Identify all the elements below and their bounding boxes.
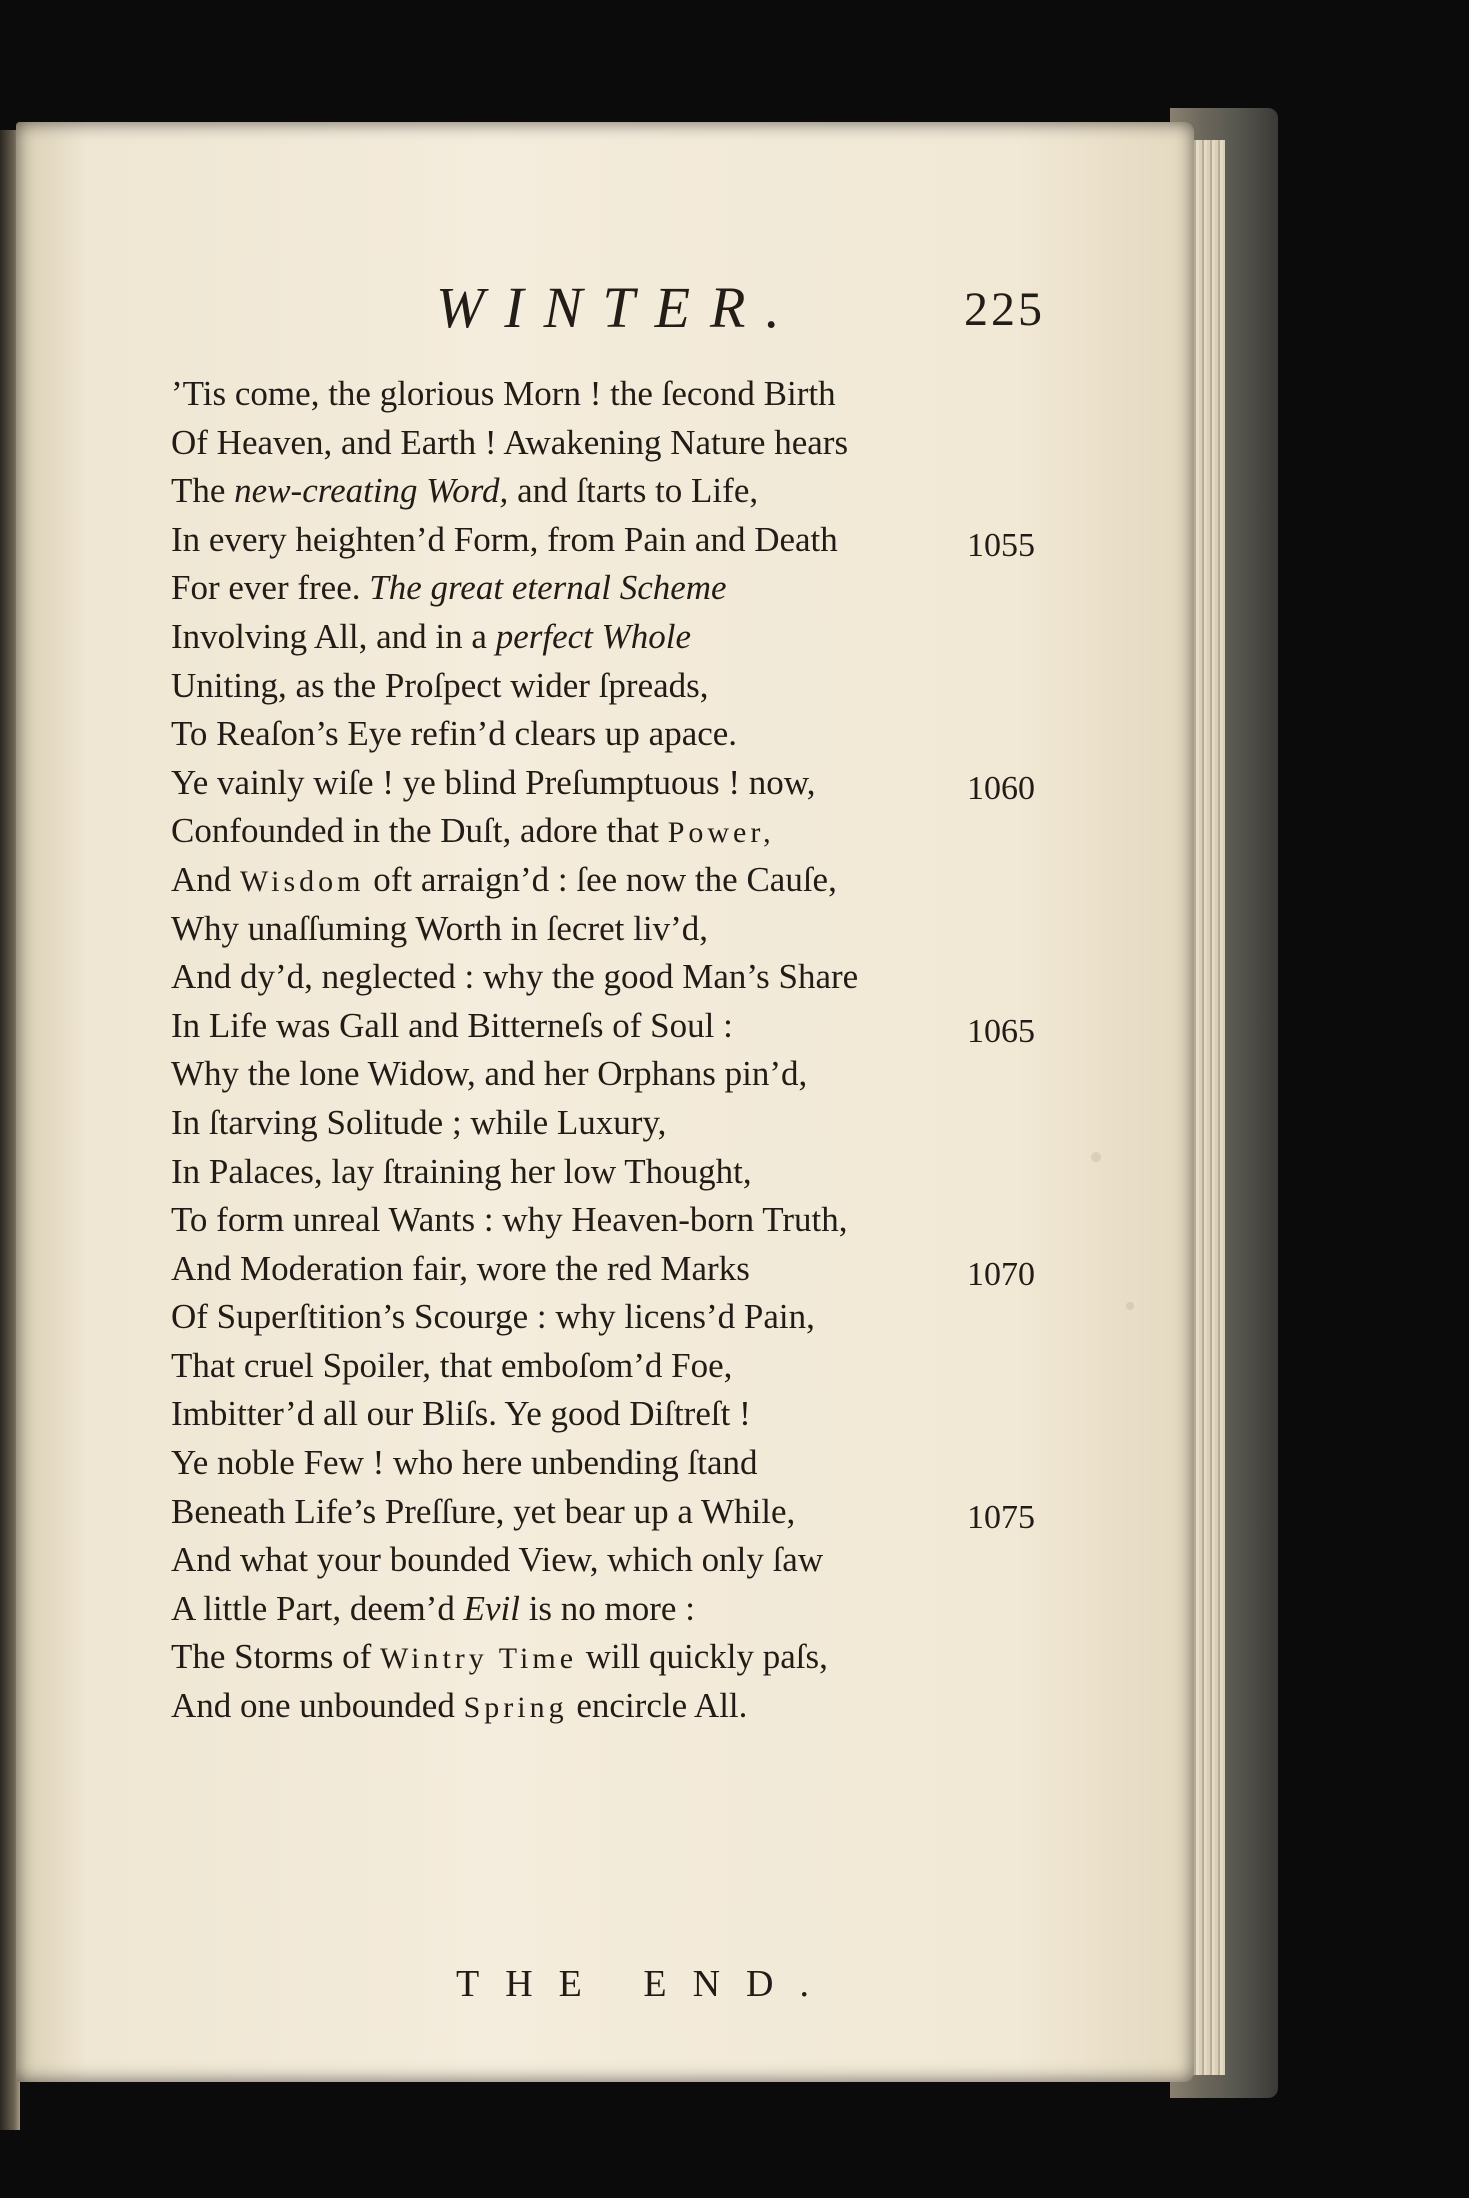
the-end-colophon: THE END. xyxy=(456,1963,835,2005)
page-number: 225 xyxy=(964,283,1045,336)
line-segment: Of Heaven, and Earth ! Awakening Nature hears xyxy=(171,422,849,462)
poem-line xyxy=(171,613,1131,662)
poem-line-text xyxy=(171,759,816,808)
poem-line xyxy=(171,710,1131,759)
poem-line xyxy=(171,564,1131,613)
line-segment: Why the lone Widow, and her Orphans pin’d, xyxy=(171,1054,808,1094)
italic-phrase: perfect Whole xyxy=(495,616,692,656)
poem-line xyxy=(171,953,1131,1002)
poem-line xyxy=(171,1633,1131,1682)
poem-line-text xyxy=(171,856,837,907)
poem-line-text xyxy=(171,953,858,1002)
poem-line xyxy=(171,1439,1131,1488)
line-segment: To Reaſon’s Eye refin’d clears up apace. xyxy=(171,714,738,754)
poem-line-text xyxy=(171,1002,733,1051)
line-number: 1075 xyxy=(967,1498,1035,1536)
line-segment: Confounded in the Duſt, adore that xyxy=(171,811,668,851)
poem-line-text xyxy=(171,370,836,419)
italic-phrase: Evil xyxy=(463,1588,520,1628)
poem-line-text xyxy=(171,613,691,662)
poem-line-text xyxy=(171,419,848,468)
poem-line-text xyxy=(171,1536,823,1585)
poem-line xyxy=(171,1099,1131,1148)
poem-line-text xyxy=(171,1488,795,1537)
line-segment: For ever free. xyxy=(171,568,370,608)
poem-line xyxy=(171,1196,1131,1245)
small-caps-word: Wisdom xyxy=(240,864,365,898)
poem-line xyxy=(171,370,1131,419)
poem-line-text xyxy=(171,1293,815,1342)
poem-line-text xyxy=(171,807,775,858)
poem-line-text xyxy=(171,467,758,516)
poem-line-text xyxy=(171,1633,828,1684)
poem-line xyxy=(171,905,1131,954)
poem-line-text xyxy=(171,1196,847,1245)
line-segment: The xyxy=(171,471,235,511)
line-segment: Ye vainly wiſe ! ye blind Preſumptuous ! now, xyxy=(171,762,816,802)
line-number: 1060 xyxy=(967,769,1035,807)
line-segment: oft arraign’d : ſee now the Cauſe, xyxy=(364,859,837,899)
line-segment: In Palaces, lay ſtraining her low Thought, xyxy=(171,1151,752,1191)
poem-line xyxy=(171,1342,1131,1391)
line-segment: is no more : xyxy=(519,1588,695,1628)
poem-line-text xyxy=(171,1585,695,1634)
book-page xyxy=(16,122,1194,2082)
poem-line xyxy=(171,419,1131,468)
line-segment: And one unbounded xyxy=(171,1686,464,1726)
small-caps-word: Wintry Time xyxy=(380,1642,578,1676)
line-segment: Imbitter’d all our Bliſs. Ye good Diſtreſt ! xyxy=(171,1394,751,1434)
line-segment: In Life was Gall and Bitterneſs of Soul : xyxy=(171,1005,733,1045)
poem-text xyxy=(171,370,1131,1731)
poem-line-text xyxy=(171,1342,732,1391)
line-segment: In ſtarving Solitude ; while Luxury, xyxy=(171,1102,667,1142)
poem-line xyxy=(171,807,1131,856)
poem-line xyxy=(171,1682,1131,1731)
line-segment: Ye noble Few ! who here unbending ſtand xyxy=(171,1443,758,1483)
poem-line xyxy=(171,1390,1131,1439)
poem-line-text xyxy=(171,1099,666,1148)
poem-line xyxy=(171,1245,1131,1294)
poem-line xyxy=(171,662,1131,711)
line-segment: Involving All, and in a xyxy=(171,616,496,656)
line-segment: That cruel Spoiler, that emboſom’d Foe, xyxy=(171,1345,733,1385)
line-segment: and ſtarts to Life, xyxy=(508,471,759,511)
line-segment: And what your bounded View, which only ſaw xyxy=(171,1540,824,1580)
italic-phrase: The great eternal Scheme xyxy=(369,568,727,608)
line-segment: will quickly paſs, xyxy=(577,1637,828,1677)
poem-line-text xyxy=(171,1390,751,1439)
line-segment: Uniting, as the Proſpect wider ſpreads, xyxy=(171,665,709,705)
poem-line-text xyxy=(171,710,737,759)
poem-line-text xyxy=(171,1245,750,1294)
line-segment: Of Superſtition’s Scourge : why licens’d Pain, xyxy=(171,1297,815,1337)
italic-phrase: new-creating Word, xyxy=(234,471,509,511)
poem-line xyxy=(171,1585,1131,1634)
poem-line xyxy=(171,856,1131,905)
poem-line xyxy=(171,1536,1131,1585)
poem-line xyxy=(171,516,1131,565)
poem-line xyxy=(171,1050,1131,1099)
line-segment: And Moderation fair, wore the red Marks xyxy=(171,1248,750,1288)
line-segment: The Storms of xyxy=(171,1637,381,1677)
line-segment: Beneath Life’s Preſſure, yet bear up a While, xyxy=(171,1491,796,1531)
poem-line xyxy=(171,1002,1131,1051)
line-number: 1070 xyxy=(967,1255,1035,1293)
poem-line-text xyxy=(171,1439,758,1488)
poem-line-text xyxy=(171,1682,747,1733)
line-number: 1055 xyxy=(967,526,1035,564)
line-segment: encircle All. xyxy=(567,1686,748,1726)
poem-line xyxy=(171,467,1131,516)
line-segment: Why unaſſuming Worth in ſecret liv’d, xyxy=(171,908,708,948)
poem-line-text xyxy=(171,564,727,613)
poem-line xyxy=(171,1148,1131,1197)
poem-line xyxy=(171,1293,1131,1342)
running-head xyxy=(16,274,1194,354)
poem-line xyxy=(171,1488,1131,1537)
line-segment: ’Tis come, the glorious Morn ! the ſecond Birth xyxy=(171,374,836,413)
line-segment: A little Part, deem’d xyxy=(171,1588,464,1628)
line-segment: In every heighten’d Form, from Pain and Death xyxy=(171,519,838,559)
line-segment: To form unreal Wants : why Heaven-born Truth, xyxy=(171,1200,848,1240)
line-number: 1065 xyxy=(967,1012,1035,1050)
poem-line-text xyxy=(171,516,838,565)
poem-line-text xyxy=(171,1148,752,1197)
poem-line-text xyxy=(171,1050,807,1099)
poem-line-text xyxy=(171,905,708,954)
small-caps-word: Power, xyxy=(667,816,775,850)
running-title: WINTER. xyxy=(436,275,800,340)
poem-line xyxy=(171,759,1131,808)
line-segment: And dy’d, neglected : why the good Man’s Share xyxy=(171,957,859,997)
small-caps-word: Spring xyxy=(463,1691,568,1725)
line-segment: And xyxy=(171,859,241,899)
poem-line-text xyxy=(171,662,709,711)
